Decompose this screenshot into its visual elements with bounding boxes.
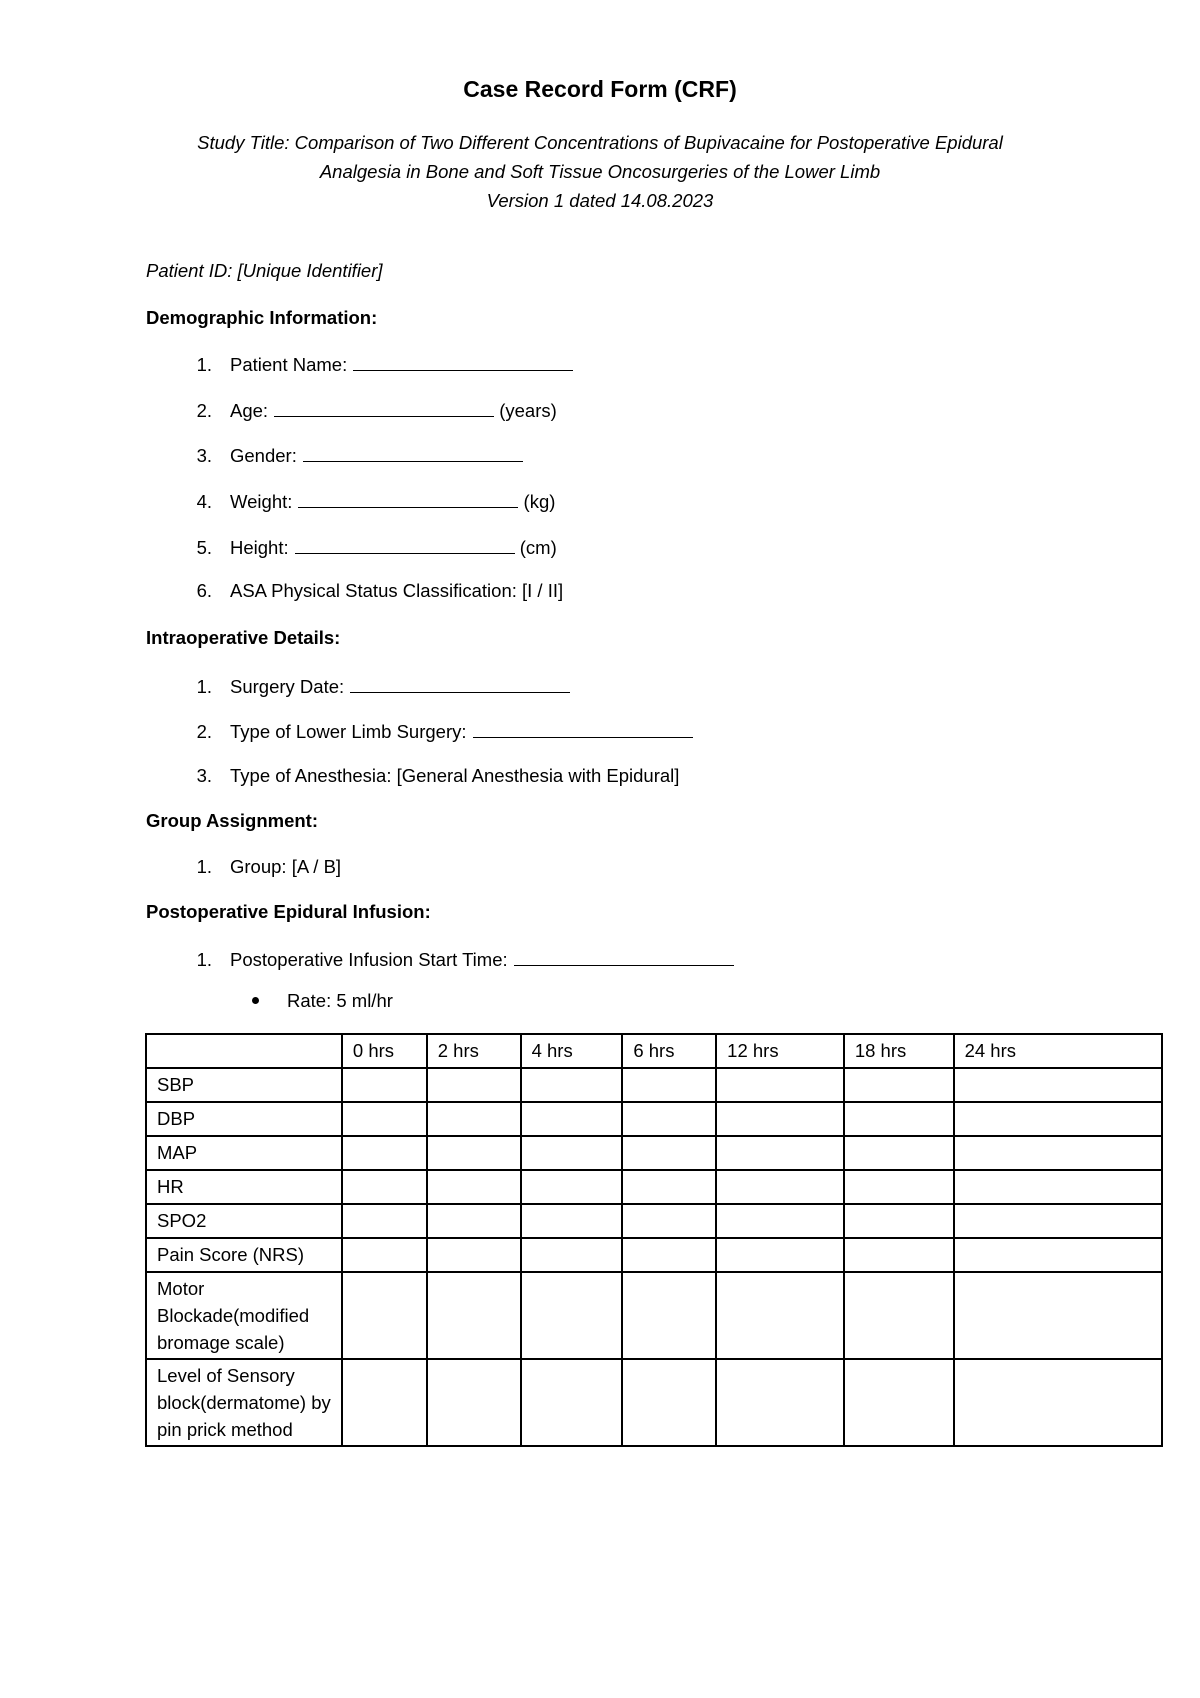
table-cell[interactable] xyxy=(521,1272,623,1359)
table-cell[interactable] xyxy=(342,1068,427,1102)
field-height xyxy=(146,535,557,559)
table-cell[interactable] xyxy=(622,1272,716,1359)
table-cell[interactable] xyxy=(427,1204,521,1238)
table-cell[interactable] xyxy=(954,1068,1162,1102)
item-number: 1. xyxy=(196,856,212,877)
table-cell[interactable] xyxy=(521,1359,623,1446)
field-label: Gender: xyxy=(230,445,297,466)
row-label: SBP xyxy=(146,1068,342,1102)
field-label: Patient Name: xyxy=(230,354,348,375)
table-header-cell: 18 hrs xyxy=(844,1034,954,1068)
table-cell[interactable] xyxy=(716,1068,844,1102)
patient-name-blank[interactable] xyxy=(353,352,573,371)
item-number: 6. xyxy=(196,580,212,601)
field-asa-status xyxy=(146,580,563,602)
field-surgery-date xyxy=(146,674,570,698)
table-cell[interactable] xyxy=(954,1102,1162,1136)
field-label: Weight: xyxy=(230,491,293,512)
table-header-cell: 12 hrs xyxy=(716,1034,844,1068)
field-surgery-type xyxy=(146,719,693,743)
monitoring-table xyxy=(145,1033,1163,1447)
table-header-cell: 24 hrs xyxy=(954,1034,1162,1068)
table-cell[interactable] xyxy=(342,1272,427,1359)
table-row xyxy=(146,1068,1162,1102)
table-cell[interactable] xyxy=(844,1068,954,1102)
table-cell[interactable] xyxy=(342,1359,427,1446)
table-cell[interactable] xyxy=(622,1102,716,1136)
table-cell[interactable] xyxy=(342,1170,427,1204)
table-header-cell: 6 hrs xyxy=(622,1034,716,1068)
patient-id: Patient ID: [Unique Identifier] xyxy=(146,260,383,281)
demographic-heading: Demographic Information: xyxy=(146,307,378,328)
table-cell[interactable] xyxy=(844,1170,954,1204)
item-number: 1. xyxy=(196,354,212,375)
row-label: SPO2 xyxy=(146,1204,342,1238)
table-header-row xyxy=(146,1034,1162,1068)
field-age xyxy=(146,398,557,422)
table-cell[interactable] xyxy=(342,1136,427,1170)
table-row xyxy=(146,1136,1162,1170)
table-cell[interactable] xyxy=(954,1238,1162,1272)
table-cell[interactable] xyxy=(427,1359,521,1446)
row-label: Motor Blockade(modified bromage scale) xyxy=(146,1272,342,1359)
table-cell[interactable] xyxy=(342,1238,427,1272)
row-label: MAP xyxy=(146,1136,342,1170)
field-label: Height: xyxy=(230,537,289,558)
field-group xyxy=(146,856,341,878)
table-cell[interactable] xyxy=(844,1359,954,1446)
field-label: Type of Lower Limb Surgery: xyxy=(230,721,467,742)
table-cell[interactable] xyxy=(716,1272,844,1359)
table-cell[interactable] xyxy=(521,1068,623,1102)
table-header-cell: 2 hrs xyxy=(427,1034,521,1068)
group-heading: Group Assignment: xyxy=(146,810,318,831)
table-cell[interactable] xyxy=(954,1359,1162,1446)
infusion-rate-text: Rate: 5 ml/hr xyxy=(287,990,393,1011)
table-row xyxy=(146,1238,1162,1272)
table-cell[interactable] xyxy=(622,1359,716,1446)
table-cell[interactable] xyxy=(622,1068,716,1102)
infusion-start-blank[interactable] xyxy=(514,947,734,966)
table-cell[interactable] xyxy=(427,1170,521,1204)
item-number: 3. xyxy=(196,445,212,466)
table-row xyxy=(146,1272,1162,1359)
item-number: 1. xyxy=(196,676,212,697)
item-number: 3. xyxy=(196,765,212,786)
table-row xyxy=(146,1204,1162,1238)
field-label: Group: [A / B] xyxy=(230,856,342,877)
field-unit: (years) xyxy=(499,400,557,421)
field-anesthesia-type xyxy=(146,765,679,787)
row-label: Pain Score (NRS) xyxy=(146,1238,342,1272)
table-cell[interactable] xyxy=(844,1136,954,1170)
table-cell[interactable] xyxy=(954,1170,1162,1204)
item-number: 4. xyxy=(196,491,212,512)
table-cell[interactable] xyxy=(622,1204,716,1238)
field-unit: (cm) xyxy=(519,537,557,558)
table-cell[interactable] xyxy=(954,1204,1162,1238)
table-row xyxy=(146,1170,1162,1204)
table-cell[interactable] xyxy=(521,1102,623,1136)
field-label: Surgery Date: xyxy=(230,676,345,697)
table-cell[interactable] xyxy=(716,1204,844,1238)
gender-blank[interactable] xyxy=(303,443,523,462)
table-cell[interactable] xyxy=(622,1170,716,1204)
table-row xyxy=(146,1102,1162,1136)
postoperative-heading: Postoperative Epidural Infusion: xyxy=(146,901,431,922)
item-number: 2. xyxy=(196,721,212,742)
table-cell[interactable] xyxy=(521,1170,623,1204)
table-cell[interactable] xyxy=(521,1204,623,1238)
table-cell[interactable] xyxy=(844,1204,954,1238)
table-cell[interactable] xyxy=(427,1102,521,1136)
study-title xyxy=(0,128,1200,215)
table-cell[interactable] xyxy=(521,1238,623,1272)
surgery-type-blank[interactable] xyxy=(473,719,693,738)
table-cell[interactable] xyxy=(716,1359,844,1446)
field-weight xyxy=(146,489,555,513)
table-cell[interactable] xyxy=(716,1170,844,1204)
page-title: Case Record Form (CRF) xyxy=(463,76,737,102)
field-gender xyxy=(146,443,523,467)
table-cell[interactable] xyxy=(342,1204,427,1238)
item-number: 1. xyxy=(196,949,212,970)
table-cell[interactable] xyxy=(427,1136,521,1170)
table-header-cell: 4 hrs xyxy=(521,1034,623,1068)
surgery-date-blank[interactable] xyxy=(350,674,570,693)
field-label: Age: xyxy=(230,400,269,421)
table-cell[interactable] xyxy=(844,1272,954,1359)
weight-blank[interactable] xyxy=(298,489,518,508)
version-line: Version 1 dated 14.08.2023 xyxy=(486,190,714,211)
table-cell[interactable] xyxy=(427,1238,521,1272)
row-label: HR xyxy=(146,1170,342,1204)
study-title-line-1: Study Title: Comparison of Two Different Concentrations of Bupivacaine for Postoperative Epidural xyxy=(197,132,1003,153)
table-cell[interactable] xyxy=(844,1102,954,1136)
age-blank[interactable] xyxy=(274,398,494,417)
field-patient-name xyxy=(146,352,573,376)
table-cell[interactable] xyxy=(954,1136,1162,1170)
field-unit: (kg) xyxy=(523,491,556,512)
field-infusion-start xyxy=(146,947,734,971)
table-cell[interactable] xyxy=(954,1272,1162,1359)
table-cell[interactable] xyxy=(716,1238,844,1272)
table-cell[interactable] xyxy=(716,1136,844,1170)
table-header-cell xyxy=(146,1034,342,1068)
field-label: Postoperative Infusion Start Time: xyxy=(230,949,508,970)
row-label: DBP xyxy=(146,1102,342,1136)
table-cell[interactable] xyxy=(844,1238,954,1272)
table-cell[interactable] xyxy=(427,1068,521,1102)
item-number: 2. xyxy=(196,400,212,421)
table-header-cell: 0 hrs xyxy=(342,1034,427,1068)
study-title-line-2: Analgesia in Bone and Soft Tissue Oncosurgeries of the Lower Limb xyxy=(319,161,881,182)
table-cell[interactable] xyxy=(342,1102,427,1136)
table-cell[interactable] xyxy=(622,1238,716,1272)
table-cell[interactable] xyxy=(521,1136,623,1170)
infusion-rate xyxy=(252,990,393,1012)
intraoperative-heading: Intraoperative Details: xyxy=(146,627,341,648)
item-number: 5. xyxy=(196,537,212,558)
height-blank[interactable] xyxy=(295,535,515,554)
field-label: ASA Physical Status Classification: [I / II] xyxy=(230,580,564,601)
table-cell[interactable] xyxy=(427,1272,521,1359)
table-cell[interactable] xyxy=(622,1136,716,1170)
field-label: Type of Anesthesia: [General Anesthesia with Epidural] xyxy=(230,765,680,786)
table-row xyxy=(146,1359,1162,1446)
table-cell[interactable] xyxy=(716,1102,844,1136)
bullet-icon xyxy=(252,997,259,1004)
row-label: Level of Sensory block(dermatome) by pin prick method xyxy=(146,1359,342,1446)
